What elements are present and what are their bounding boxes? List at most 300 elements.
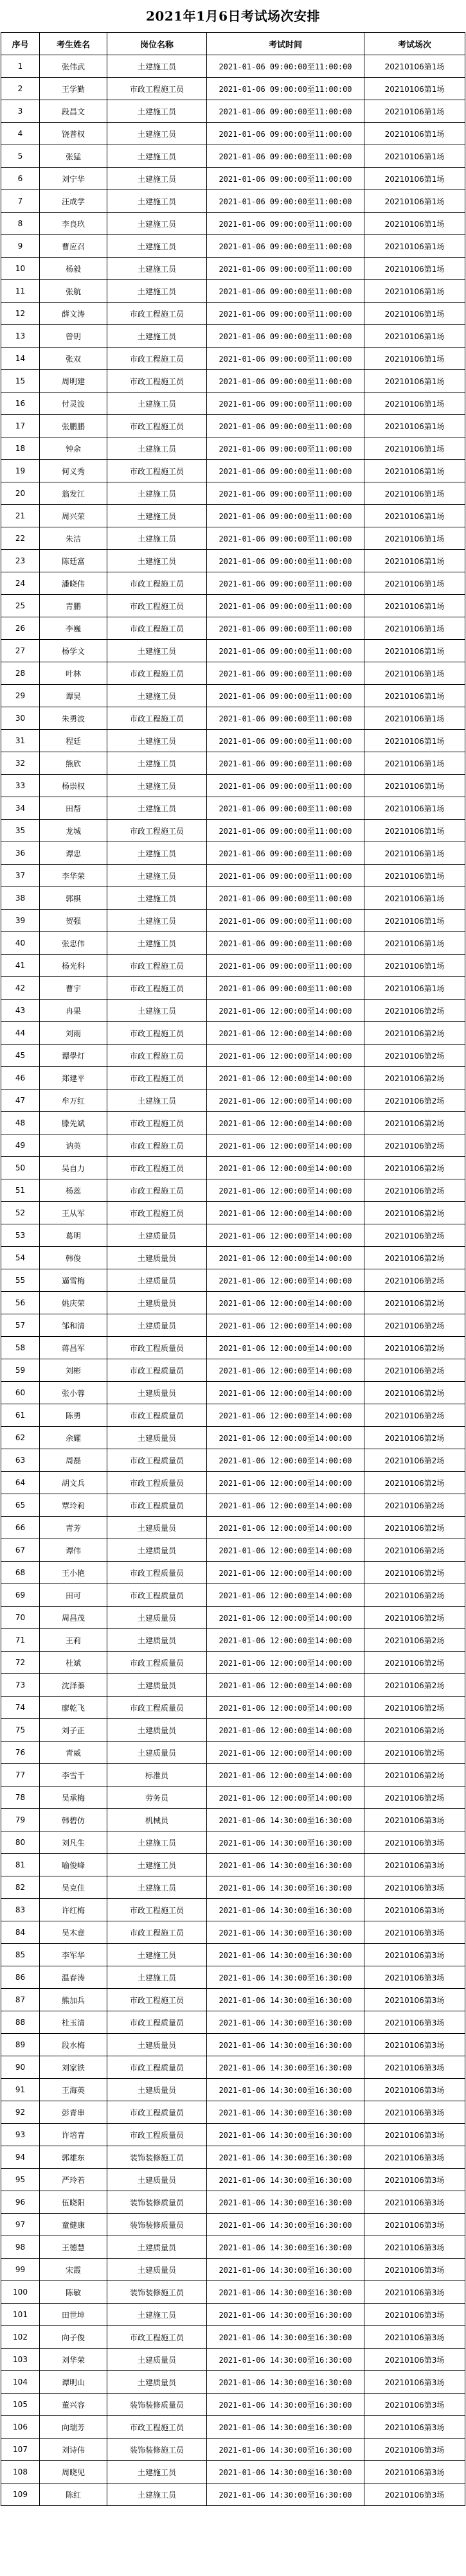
- candidate-name: 杨崇权: [40, 775, 107, 797]
- exam-session: 20210106第1场: [364, 595, 465, 617]
- exam-time: 2021-01-06 14:30:00至16:30:00: [207, 2169, 364, 2191]
- candidate-name: 逼雪梅: [40, 1269, 107, 1292]
- exam-session: 20210106第3场: [364, 2236, 465, 2259]
- exam-time: 2021-01-06 09:00:00至11:00:00: [207, 55, 364, 78]
- table-row: [1, 2304, 465, 2326]
- candidate-name: 严玲若: [40, 2169, 107, 2191]
- row-index: 40: [1, 932, 40, 955]
- position-name: 土建施工员: [107, 213, 207, 235]
- row-index: 1: [1, 55, 40, 78]
- table-row: [1, 213, 465, 235]
- exam-time: 2021-01-06 09:00:00至11:00:00: [207, 572, 364, 595]
- row-index: 96: [1, 2191, 40, 2214]
- exam-time: 2021-01-06 14:30:00至16:30:00: [207, 1876, 364, 1899]
- exam-time: 2021-01-06 12:00:00至14:00:00: [207, 1247, 364, 1269]
- position-name: 市政工程质量员: [107, 1562, 207, 1584]
- exam-time: 2021-01-06 12:00:00至14:00:00: [207, 1157, 364, 1179]
- position-name: 市政工程施工员: [107, 370, 207, 393]
- exam-session: 20210106第2场: [364, 1337, 465, 1359]
- position-name: 市政工程施工员: [107, 617, 207, 640]
- row-index: 74: [1, 1697, 40, 1719]
- table-row: [1, 550, 465, 572]
- row-index: 12: [1, 303, 40, 325]
- row-index: 91: [1, 2079, 40, 2101]
- table-row: [1, 1539, 465, 1562]
- position-name: 土建质量员: [107, 1517, 207, 1539]
- exam-session: 20210106第1场: [364, 303, 465, 325]
- table-row: [1, 1764, 465, 1786]
- exam-time: 2021-01-06 09:00:00至11:00:00: [207, 258, 364, 280]
- exam-time: 2021-01-06 09:00:00至11:00:00: [207, 527, 364, 550]
- exam-session: 20210106第1场: [364, 145, 465, 168]
- row-index: 36: [1, 842, 40, 865]
- table-row: [1, 842, 465, 865]
- candidate-name: 王从军: [40, 1202, 107, 1224]
- candidate-name: 刘彬: [40, 1359, 107, 1382]
- exam-session: 20210106第2场: [364, 1427, 465, 1449]
- candidate-name: 余耀: [40, 1427, 107, 1449]
- table-row: [1, 1674, 465, 1697]
- exam-time: 2021-01-06 09:00:00至11:00:00: [207, 865, 364, 887]
- exam-session: 20210106第1场: [364, 752, 465, 775]
- candidate-name: 张鹏鹏: [40, 415, 107, 437]
- candidate-name: 吴木意: [40, 1921, 107, 1944]
- table-row: [1, 2169, 465, 2191]
- position-name: 市政工程施工员: [107, 1045, 207, 1067]
- candidate-name: 韩俊: [40, 1247, 107, 1269]
- candidate-name: 周晓见: [40, 2461, 107, 2483]
- row-index: 34: [1, 797, 40, 820]
- position-name: 市政工程施工员: [107, 820, 207, 842]
- candidate-name: 青芳: [40, 1517, 107, 1539]
- exam-session: 20210106第3场: [364, 2214, 465, 2236]
- row-index: 72: [1, 1652, 40, 1674]
- row-index: 13: [1, 325, 40, 348]
- table-row: [1, 123, 465, 145]
- table-row: [1, 1809, 465, 1831]
- exam-session: 20210106第2场: [364, 1292, 465, 1314]
- exam-session: 20210106第3场: [364, 2259, 465, 2281]
- position-name: 土建质量员: [107, 2259, 207, 2281]
- exam-time: 2021-01-06 09:00:00至11:00:00: [207, 707, 364, 730]
- exam-session: 20210106第2场: [364, 1517, 465, 1539]
- position-name: 市政工程施工员: [107, 1989, 207, 2011]
- exam-time: 2021-01-06 09:00:00至11:00:00: [207, 145, 364, 168]
- position-name: 土建施工员: [107, 235, 207, 258]
- table-row: [1, 280, 465, 303]
- position-name: 土建施工员: [107, 527, 207, 550]
- row-index: 38: [1, 887, 40, 910]
- table-row: [1, 437, 465, 460]
- exam-session: 20210106第3场: [364, 1944, 465, 1966]
- exam-time: 2021-01-06 12:00:00至14:00:00: [207, 1427, 364, 1449]
- position-name: 市政工程施工员: [107, 1112, 207, 1134]
- candidate-name: 邹和清: [40, 1314, 107, 1337]
- row-index: 107: [1, 2439, 40, 2461]
- candidate-name: 许培青: [40, 2124, 107, 2146]
- table-row: [1, 1157, 465, 1179]
- position-name: 土建质量员: [107, 1742, 207, 1764]
- row-index: 66: [1, 1517, 40, 1539]
- row-index: 92: [1, 2101, 40, 2124]
- exam-session: 20210106第2场: [364, 1179, 465, 1202]
- exam-time: 2021-01-06 12:00:00至14:00:00: [207, 1764, 364, 1786]
- exam-time: 2021-01-06 12:00:00至14:00:00: [207, 1112, 364, 1134]
- candidate-name: 贺强: [40, 910, 107, 932]
- exam-time: 2021-01-06 09:00:00至11:00:00: [207, 932, 364, 955]
- position-name: 土建施工员: [107, 910, 207, 932]
- table-row: [1, 617, 465, 640]
- exam-time: 2021-01-06 12:00:00至14:00:00: [207, 1382, 364, 1404]
- position-name: 劳务员: [107, 1786, 207, 1809]
- candidate-name: 杜斌: [40, 1652, 107, 1674]
- position-name: 市政工程施工员: [107, 977, 207, 1000]
- candidate-name: 韩碧仿: [40, 1809, 107, 1831]
- row-index: 31: [1, 730, 40, 752]
- table-row: [1, 1314, 465, 1337]
- exam-time: 2021-01-06 12:00:00至14:00:00: [207, 1674, 364, 1697]
- candidate-name: 张小蓉: [40, 1382, 107, 1404]
- exam-time: 2021-01-06 09:00:00至11:00:00: [207, 460, 364, 482]
- position-name: 土建施工员: [107, 887, 207, 910]
- position-name: 土建施工员: [107, 1944, 207, 1966]
- exam-session: 20210106第3场: [364, 2011, 465, 2034]
- row-index: 29: [1, 685, 40, 707]
- candidate-name: 冉果: [40, 1000, 107, 1022]
- row-index: 93: [1, 2124, 40, 2146]
- position-name: 土建施工员: [107, 775, 207, 797]
- row-index: 101: [1, 2304, 40, 2326]
- exam-time: 2021-01-06 12:00:00至14:00:00: [207, 1000, 364, 1022]
- row-index: 68: [1, 1562, 40, 1584]
- candidate-name: 付灵波: [40, 393, 107, 415]
- header-name: 考生姓名: [40, 33, 107, 55]
- position-name: 土建施工员: [107, 325, 207, 348]
- position-name: 市政工程施工员: [107, 2416, 207, 2439]
- row-index: 81: [1, 1854, 40, 1876]
- exam-time: 2021-01-06 14:30:00至16:30:00: [207, 2349, 364, 2371]
- position-name: 市政工程施工员: [107, 2326, 207, 2349]
- exam-time: 2021-01-06 12:00:00至14:00:00: [207, 1359, 364, 1382]
- exam-time: 2021-01-06 12:00:00至14:00:00: [207, 1224, 364, 1247]
- table-row: [1, 258, 465, 280]
- exam-session: 20210106第1场: [364, 460, 465, 482]
- table-row: [1, 505, 465, 527]
- row-index: 5: [1, 145, 40, 168]
- table-row: [1, 1292, 465, 1314]
- row-index: 62: [1, 1427, 40, 1449]
- exam-session: 20210106第2场: [364, 1022, 465, 1045]
- row-index: 30: [1, 707, 40, 730]
- candidate-name: 汪成学: [40, 190, 107, 213]
- candidate-name: 姚庆荣: [40, 1292, 107, 1314]
- table-row: [1, 1562, 465, 1584]
- table-row: [1, 1179, 465, 1202]
- exam-session: 20210106第2场: [364, 1742, 465, 1764]
- row-index: 24: [1, 572, 40, 595]
- exam-session: 20210106第3场: [364, 2056, 465, 2079]
- candidate-name: 李雪千: [40, 1764, 107, 1786]
- row-index: 88: [1, 2011, 40, 2034]
- exam-session: 20210106第1场: [364, 370, 465, 393]
- row-index: 45: [1, 1045, 40, 1067]
- row-index: 23: [1, 550, 40, 572]
- exam-session: 20210106第3场: [364, 1899, 465, 1921]
- position-name: 市政工程质量员: [107, 1404, 207, 1427]
- exam-session: 20210106第1场: [364, 505, 465, 527]
- exam-time: 2021-01-06 09:00:00至11:00:00: [207, 595, 364, 617]
- position-name: 土建质量员: [107, 1269, 207, 1292]
- table-row: [1, 2461, 465, 2483]
- exam-time: 2021-01-06 14:30:00至16:30:00: [207, 2416, 364, 2439]
- table-row: [1, 78, 465, 100]
- table-row: [1, 572, 465, 595]
- position-name: 市政工程质量员: [107, 2101, 207, 2124]
- exam-time: 2021-01-06 09:00:00至11:00:00: [207, 797, 364, 820]
- exam-time: 2021-01-06 09:00:00至11:00:00: [207, 348, 364, 370]
- table-row: [1, 640, 465, 662]
- exam-time: 2021-01-06 14:30:00至16:30:00: [207, 1809, 364, 1831]
- candidate-name: 曹应召: [40, 235, 107, 258]
- position-name: 土建质量员: [107, 1292, 207, 1314]
- candidate-name: 温春涛: [40, 1966, 107, 1989]
- row-index: 89: [1, 2034, 40, 2056]
- position-name: 土建质量员: [107, 1247, 207, 1269]
- candidate-name: 李良玖: [40, 213, 107, 235]
- table-row: [1, 482, 465, 505]
- exam-session: 20210106第2场: [364, 1764, 465, 1786]
- exam-time: 2021-01-06 12:00:00至14:00:00: [207, 1472, 364, 1494]
- exam-session: 20210106第1场: [364, 550, 465, 572]
- table-row: [1, 1067, 465, 1090]
- exam-session: 20210106第2场: [364, 1382, 465, 1404]
- exam-time: 2021-01-06 12:00:00至14:00:00: [207, 1404, 364, 1427]
- row-index: 55: [1, 1269, 40, 1292]
- exam-session: 20210106第1场: [364, 685, 465, 707]
- candidate-name: 喻俊峰: [40, 1854, 107, 1876]
- exam-session: 20210106第1场: [364, 640, 465, 662]
- candidate-name: 郭雄东: [40, 2146, 107, 2169]
- table-row: [1, 1337, 465, 1359]
- candidate-name: 王莉: [40, 1629, 107, 1652]
- table-row: [1, 460, 465, 482]
- exam-time: 2021-01-06 14:30:00至16:30:00: [207, 1966, 364, 1989]
- exam-session: 20210106第2场: [364, 1404, 465, 1427]
- row-index: 16: [1, 393, 40, 415]
- exam-time: 2021-01-06 12:00:00至14:00:00: [207, 1539, 364, 1562]
- row-index: 3: [1, 100, 40, 123]
- exam-time: 2021-01-06 09:00:00至11:00:00: [207, 482, 364, 505]
- row-index: 98: [1, 2236, 40, 2259]
- candidate-name: 牟万红: [40, 1090, 107, 1112]
- exam-session: 20210106第1场: [364, 977, 465, 1000]
- row-index: 57: [1, 1314, 40, 1337]
- table-row: [1, 1719, 465, 1742]
- row-index: 22: [1, 527, 40, 550]
- exam-time: 2021-01-06 09:00:00至11:00:00: [207, 617, 364, 640]
- position-name: 土建施工员: [107, 393, 207, 415]
- position-name: 土建施工员: [107, 280, 207, 303]
- row-index: 100: [1, 2281, 40, 2304]
- table-row: [1, 2191, 465, 2214]
- position-name: 装饰装修施工员: [107, 2439, 207, 2461]
- position-name: 土建施工员: [107, 640, 207, 662]
- position-name: 市政工程质量员: [107, 1584, 207, 1607]
- row-index: 67: [1, 1539, 40, 1562]
- exam-session: 20210106第2场: [364, 1000, 465, 1022]
- row-index: 33: [1, 775, 40, 797]
- candidate-name: 宋霞: [40, 2259, 107, 2281]
- exam-session: 20210106第3场: [364, 2124, 465, 2146]
- exam-session: 20210106第2场: [364, 1719, 465, 1742]
- exam-session: 20210106第1场: [364, 887, 465, 910]
- position-name: 土建质量员: [107, 1427, 207, 1449]
- table-row: [1, 910, 465, 932]
- table-row: [1, 1629, 465, 1652]
- row-index: 69: [1, 1584, 40, 1607]
- position-name: 土建施工员: [107, 168, 207, 190]
- table-row: [1, 1472, 465, 1494]
- row-index: 103: [1, 2349, 40, 2371]
- candidate-name: 龙城: [40, 820, 107, 842]
- exam-time: 2021-01-06 09:00:00至11:00:00: [207, 123, 364, 145]
- table-row: [1, 1697, 465, 1719]
- table-row: [1, 1517, 465, 1539]
- exam-time: 2021-01-06 09:00:00至11:00:00: [207, 303, 364, 325]
- candidate-name: 潘晓伟: [40, 572, 107, 595]
- exam-time: 2021-01-06 09:00:00至11:00:00: [207, 955, 364, 977]
- row-index: 106: [1, 2416, 40, 2439]
- position-name: 土建质量员: [107, 2169, 207, 2191]
- row-index: 78: [1, 1786, 40, 1809]
- exam-time: 2021-01-06 14:30:00至16:30:00: [207, 2483, 364, 2506]
- candidate-name: 谭學灯: [40, 1045, 107, 1067]
- table-row: [1, 303, 465, 325]
- row-index: 108: [1, 2461, 40, 2483]
- table-row: [1, 2079, 465, 2101]
- exam-time: 2021-01-06 14:30:00至16:30:00: [207, 2101, 364, 2124]
- exam-time: 2021-01-06 09:00:00至11:00:00: [207, 190, 364, 213]
- position-name: 市政工程施工员: [107, 78, 207, 100]
- position-name: 市政工程施工员: [107, 572, 207, 595]
- position-name: 装饰装修质量员: [107, 2394, 207, 2416]
- exam-session: 20210106第1场: [364, 910, 465, 932]
- row-index: 71: [1, 1629, 40, 1652]
- row-index: 28: [1, 662, 40, 685]
- exam-time: 2021-01-06 12:00:00至14:00:00: [207, 1337, 364, 1359]
- table-row: [1, 1022, 465, 1045]
- position-name: 土建施工员: [107, 797, 207, 820]
- page-title: 2021年1月6日考试场次安排: [146, 8, 320, 24]
- exam-time: 2021-01-06 12:00:00至14:00:00: [207, 1292, 364, 1314]
- exam-time: 2021-01-06 14:30:00至16:30:00: [207, 2461, 364, 2483]
- exam-time: 2021-01-06 09:00:00至11:00:00: [207, 280, 364, 303]
- exam-session: 20210106第3场: [364, 2439, 465, 2461]
- row-index: 75: [1, 1719, 40, 1742]
- exam-time: 2021-01-06 14:30:00至16:30:00: [207, 2236, 364, 2259]
- candidate-name: 段昌文: [40, 100, 107, 123]
- table-row: [1, 2146, 465, 2169]
- row-index: 25: [1, 595, 40, 617]
- position-name: 土建施工员: [107, 145, 207, 168]
- exam-session: 20210106第1场: [364, 932, 465, 955]
- exam-session: 20210106第3场: [364, 2416, 465, 2439]
- position-name: 土建质量员: [107, 1224, 207, 1247]
- row-index: 41: [1, 955, 40, 977]
- candidate-name: 吴承梅: [40, 1786, 107, 1809]
- row-index: 52: [1, 1202, 40, 1224]
- candidate-name: 童健康: [40, 2214, 107, 2236]
- candidate-name: 薛文涛: [40, 303, 107, 325]
- candidate-name: 王学勤: [40, 78, 107, 100]
- position-name: 市政工程质量员: [107, 1472, 207, 1494]
- position-name: 土建施工员: [107, 258, 207, 280]
- exam-session: 20210106第1场: [364, 100, 465, 123]
- exam-session: 20210106第3场: [364, 1876, 465, 1899]
- exam-time: 2021-01-06 12:00:00至14:00:00: [207, 1494, 364, 1517]
- candidate-name: 杨蕊: [40, 1179, 107, 1202]
- row-index: 42: [1, 977, 40, 1000]
- exam-time: 2021-01-06 14:30:00至16:30:00: [207, 2326, 364, 2349]
- candidate-name: 王海英: [40, 2079, 107, 2101]
- exam-time: 2021-01-06 14:30:00至16:30:00: [207, 2439, 364, 2461]
- exam-session: 20210106第3场: [364, 1921, 465, 1944]
- position-name: 土建质量员: [107, 2371, 207, 2394]
- exam-session: 20210106第1场: [364, 775, 465, 797]
- exam-session: 20210106第2场: [364, 1224, 465, 1247]
- position-name: 市政工程质量员: [107, 2056, 207, 2079]
- row-index: 82: [1, 1876, 40, 1899]
- candidate-name: 青鹏: [40, 595, 107, 617]
- exam-time: 2021-01-06 09:00:00至11:00:00: [207, 820, 364, 842]
- position-name: 市政工程施工员: [107, 1202, 207, 1224]
- exam-time: 2021-01-06 14:30:00至16:30:00: [207, 2191, 364, 2214]
- candidate-name: 李军华: [40, 1944, 107, 1966]
- exam-session: 20210106第2场: [364, 1584, 465, 1607]
- exam-time: 2021-01-06 14:30:00至16:30:00: [207, 1989, 364, 2011]
- table-row: [1, 2259, 465, 2281]
- candidate-name: 吴自力: [40, 1157, 107, 1179]
- row-index: 86: [1, 1966, 40, 1989]
- candidate-name: 曾钥: [40, 325, 107, 348]
- exam-time: 2021-01-06 09:00:00至11:00:00: [207, 437, 364, 460]
- position-name: 土建质量员: [107, 2349, 207, 2371]
- exam-time: 2021-01-06 12:00:00至14:00:00: [207, 1719, 364, 1742]
- position-name: 土建质量员: [107, 1719, 207, 1742]
- candidate-name: 许红梅: [40, 1899, 107, 1921]
- exam-time: 2021-01-06 12:00:00至14:00:00: [207, 1786, 364, 1809]
- table-row: [1, 1269, 465, 1292]
- exam-session: 20210106第2场: [364, 1269, 465, 1292]
- position-name: 土建施工员: [107, 932, 207, 955]
- candidate-name: 胡文兵: [40, 1472, 107, 1494]
- position-name: 土建施工员: [107, 730, 207, 752]
- candidate-name: 刘华荣: [40, 2349, 107, 2371]
- exam-time: 2021-01-06 09:00:00至11:00:00: [207, 730, 364, 752]
- row-index: 26: [1, 617, 40, 640]
- table-row: [1, 662, 465, 685]
- table-row: [1, 2214, 465, 2236]
- candidate-name: 陈敏: [40, 2281, 107, 2304]
- position-name: 土建施工员: [107, 437, 207, 460]
- position-name: 市政工程质量员: [107, 1697, 207, 1719]
- position-name: 土建施工员: [107, 2304, 207, 2326]
- candidate-name: 谭伟: [40, 1539, 107, 1562]
- row-index: 14: [1, 348, 40, 370]
- exam-time: 2021-01-06 14:30:00至16:30:00: [207, 2056, 364, 2079]
- position-name: 市政工程质量员: [107, 1449, 207, 1472]
- position-name: 市政工程施工员: [107, 662, 207, 685]
